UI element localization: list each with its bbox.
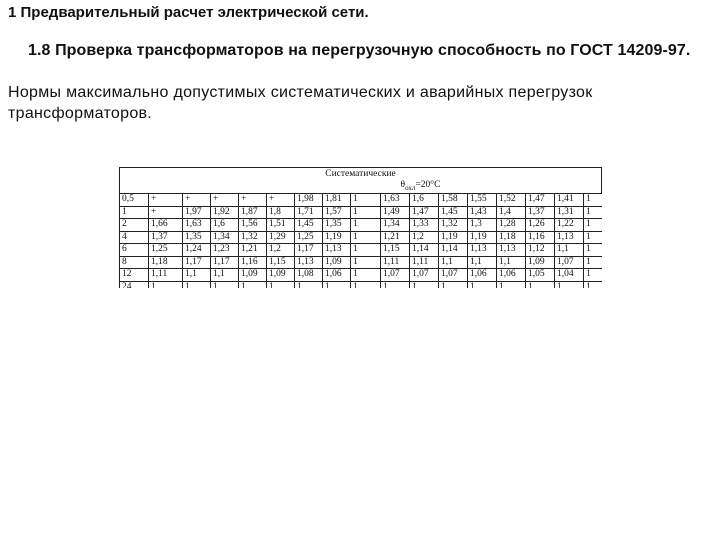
table-cell: 1,6 (211, 219, 239, 232)
subsection-heading: 1.8 Проверка трансформаторов на перегрузочную способность по ГОСТ 14209-97. (28, 42, 691, 59)
table-cell: 1,56 (239, 219, 267, 232)
section-heading: 1 Предварительный расчет электрической сети. (8, 4, 369, 21)
table-cell: 1,29 (267, 231, 295, 244)
table-row (120, 194, 603, 207)
table-cell: 1,57 (323, 206, 351, 219)
table-cell: 1,35 (323, 219, 351, 232)
table-cell: 1 (351, 206, 381, 219)
intro-paragraph: Нормы максимально допустимых систематических и аварийных перегрузок трансформаторов. (8, 84, 593, 122)
table-cell: 1,25 (295, 231, 323, 244)
table-cell: 1 (497, 281, 526, 288)
table-cell: 1,11 (381, 256, 410, 269)
table-cell: 1,13 (497, 244, 526, 257)
overload-norms-table (119, 167, 602, 288)
table-cell: 1,43 (468, 206, 497, 219)
table-cell: 1,16 (526, 231, 555, 244)
table-cell: 1,14 (439, 244, 468, 257)
duration-cell: 8 (120, 256, 149, 269)
duration-cell: 24 (120, 281, 149, 288)
table-header-temperature: $\theta_{охл}=20^\circ С$ (400, 180, 441, 192)
table-cell: 1,28 (497, 219, 526, 232)
table-cell: 1 (410, 281, 439, 288)
table-cell: 1,19 (468, 231, 497, 244)
table-cell: 1,1 (439, 256, 468, 269)
table-cell: 1,35 (183, 231, 211, 244)
table-cell: 1,87 (239, 206, 267, 219)
table-cell: 1,47 (526, 194, 555, 207)
table-cell: 1,1 (183, 269, 211, 282)
table-header-title: Систематические (325, 169, 396, 179)
table-cell: 1,1 (497, 256, 526, 269)
table-cell: 1,63 (183, 219, 211, 232)
table-cell: 1 (584, 194, 603, 207)
table-cell: 1,37 (149, 231, 183, 244)
table-cell: 1,13 (323, 244, 351, 257)
table-cell: 1,17 (295, 244, 323, 257)
table-cell: 1,1 (211, 269, 239, 282)
table-cell: 1,08 (295, 269, 323, 282)
table-cell: 1 (351, 231, 381, 244)
table-cell: 1,71 (295, 206, 323, 219)
table-cell: 1,45 (295, 219, 323, 232)
table-cell: 1,32 (439, 219, 468, 232)
table-cell: 1,55 (468, 194, 497, 207)
table-cell: + (267, 194, 295, 207)
table-cell: 1 (381, 281, 410, 288)
table-cell: 1,52 (497, 194, 526, 207)
table-cell: 1,31 (555, 206, 584, 219)
table-cell: 1 (351, 281, 381, 288)
table-cell: 1,15 (267, 256, 295, 269)
table-cell: + (239, 194, 267, 207)
table-body (119, 193, 602, 288)
table-cell: 1,07 (381, 269, 410, 282)
table-cell: 1 (584, 244, 603, 257)
table-row (120, 231, 603, 244)
table-cell: 1,18 (149, 256, 183, 269)
table-cell: 1,8 (267, 206, 295, 219)
table-cell: 1,81 (323, 194, 351, 207)
table-cell: 1,22 (555, 219, 584, 232)
table-cell: 1 (267, 281, 295, 288)
table-cell: + (183, 194, 211, 207)
table-cell: 1 (211, 281, 239, 288)
table-cell: 1 (351, 256, 381, 269)
table-row (120, 256, 603, 269)
table-cell: 1,06 (468, 269, 497, 282)
table-cell: 1 (584, 269, 603, 282)
table-cell: 1 (323, 281, 351, 288)
table-cell: 1,63 (381, 194, 410, 207)
table-cell: 1,47 (410, 206, 439, 219)
table-cell: 1,66 (149, 219, 183, 232)
table-cell: 1,11 (410, 256, 439, 269)
table-cell: 1 (149, 281, 183, 288)
duration-cell: 4 (120, 231, 149, 244)
table-cell: 1,05 (526, 269, 555, 282)
table-cell: 1 (351, 269, 381, 282)
table-cell: 1,13 (468, 244, 497, 257)
table-row (120, 206, 603, 219)
table-cell: 1,33 (410, 219, 439, 232)
table-cell: 1,45 (439, 206, 468, 219)
table-cell: 1 (183, 281, 211, 288)
duration-cell: 2 (120, 219, 149, 232)
table-cell: 1,15 (381, 244, 410, 257)
table-row (120, 219, 603, 232)
table-cell: 1,09 (526, 256, 555, 269)
table-cell: 1,19 (439, 231, 468, 244)
table-cell: 1 (468, 281, 497, 288)
table-cell: 1,13 (555, 231, 584, 244)
table-cell: 1,06 (497, 269, 526, 282)
table-cell: + (149, 206, 183, 219)
table-cell: 1,25 (149, 244, 183, 257)
table-cell: 1 (584, 281, 603, 288)
table-cell: 1,2 (410, 231, 439, 244)
table-cell: 1 (584, 231, 603, 244)
table-cell: 1,19 (323, 231, 351, 244)
table-cell: 1,14 (410, 244, 439, 257)
table-cell: 1,1 (555, 244, 584, 257)
table-cell: 1,17 (183, 256, 211, 269)
duration-cell: 6 (120, 244, 149, 257)
table-cell: 1,07 (410, 269, 439, 282)
table-cell: + (149, 194, 183, 207)
table-header (119, 167, 602, 193)
table-cell: 1 (439, 281, 468, 288)
table-cell: 1,07 (555, 256, 584, 269)
table-cell: 1,3 (468, 219, 497, 232)
table-cell: 1,58 (439, 194, 468, 207)
table-cell: 1 (526, 281, 555, 288)
table-cell: 1,92 (211, 206, 239, 219)
table-cell: 1,11 (149, 269, 183, 282)
table-cell: 1,2 (267, 244, 295, 257)
table-cell: 1 (295, 281, 323, 288)
duration-cell: 12 (120, 269, 149, 282)
table-cell: 1,32 (239, 231, 267, 244)
table-cell: 1,17 (211, 256, 239, 269)
table-cell: 1,1 (468, 256, 497, 269)
table-cell: 1,26 (526, 219, 555, 232)
table-cell: 1 (584, 256, 603, 269)
table-cell: 1,07 (439, 269, 468, 282)
table-cell: 1 (239, 281, 267, 288)
table-cell: 1,37 (526, 206, 555, 219)
table-row (120, 269, 603, 282)
table-cell: 1,34 (211, 231, 239, 244)
table-cell: 1,18 (497, 231, 526, 244)
table-cell: 1 (351, 219, 381, 232)
table-cell: 1 (584, 206, 603, 219)
table-cell: 1,49 (381, 206, 410, 219)
table-cell: 1,04 (555, 269, 584, 282)
table-cell: 1,41 (555, 194, 584, 207)
table-cell: 1,24 (183, 244, 211, 257)
table-cell: 1,09 (239, 269, 267, 282)
table-cell: 1,06 (323, 269, 351, 282)
table-cell: 1 (351, 244, 381, 257)
table-cell: 1,4 (497, 206, 526, 219)
table-cell: 1,51 (267, 219, 295, 232)
table-cell: 1,23 (211, 244, 239, 257)
table-cell: 1,09 (323, 256, 351, 269)
table-cell: 1,12 (526, 244, 555, 257)
table-cell: 1 (351, 194, 381, 207)
table-cell: 1,21 (239, 244, 267, 257)
table-cell: 1,34 (381, 219, 410, 232)
table-row (120, 281, 603, 288)
duration-cell: 0,5 (120, 194, 149, 207)
table-cell: 1,16 (239, 256, 267, 269)
table-cell: 1 (584, 219, 603, 232)
table-cell: 1,98 (295, 194, 323, 207)
table-cell: 1,13 (295, 256, 323, 269)
table-cell: 1,21 (381, 231, 410, 244)
table-cell: 1 (555, 281, 584, 288)
table-cell: + (211, 194, 239, 207)
table-cell: 1,6 (410, 194, 439, 207)
table-cell: 1,09 (267, 269, 295, 282)
duration-cell: 1 (120, 206, 149, 219)
table-row (120, 244, 603, 257)
table-cell: 1,97 (183, 206, 211, 219)
